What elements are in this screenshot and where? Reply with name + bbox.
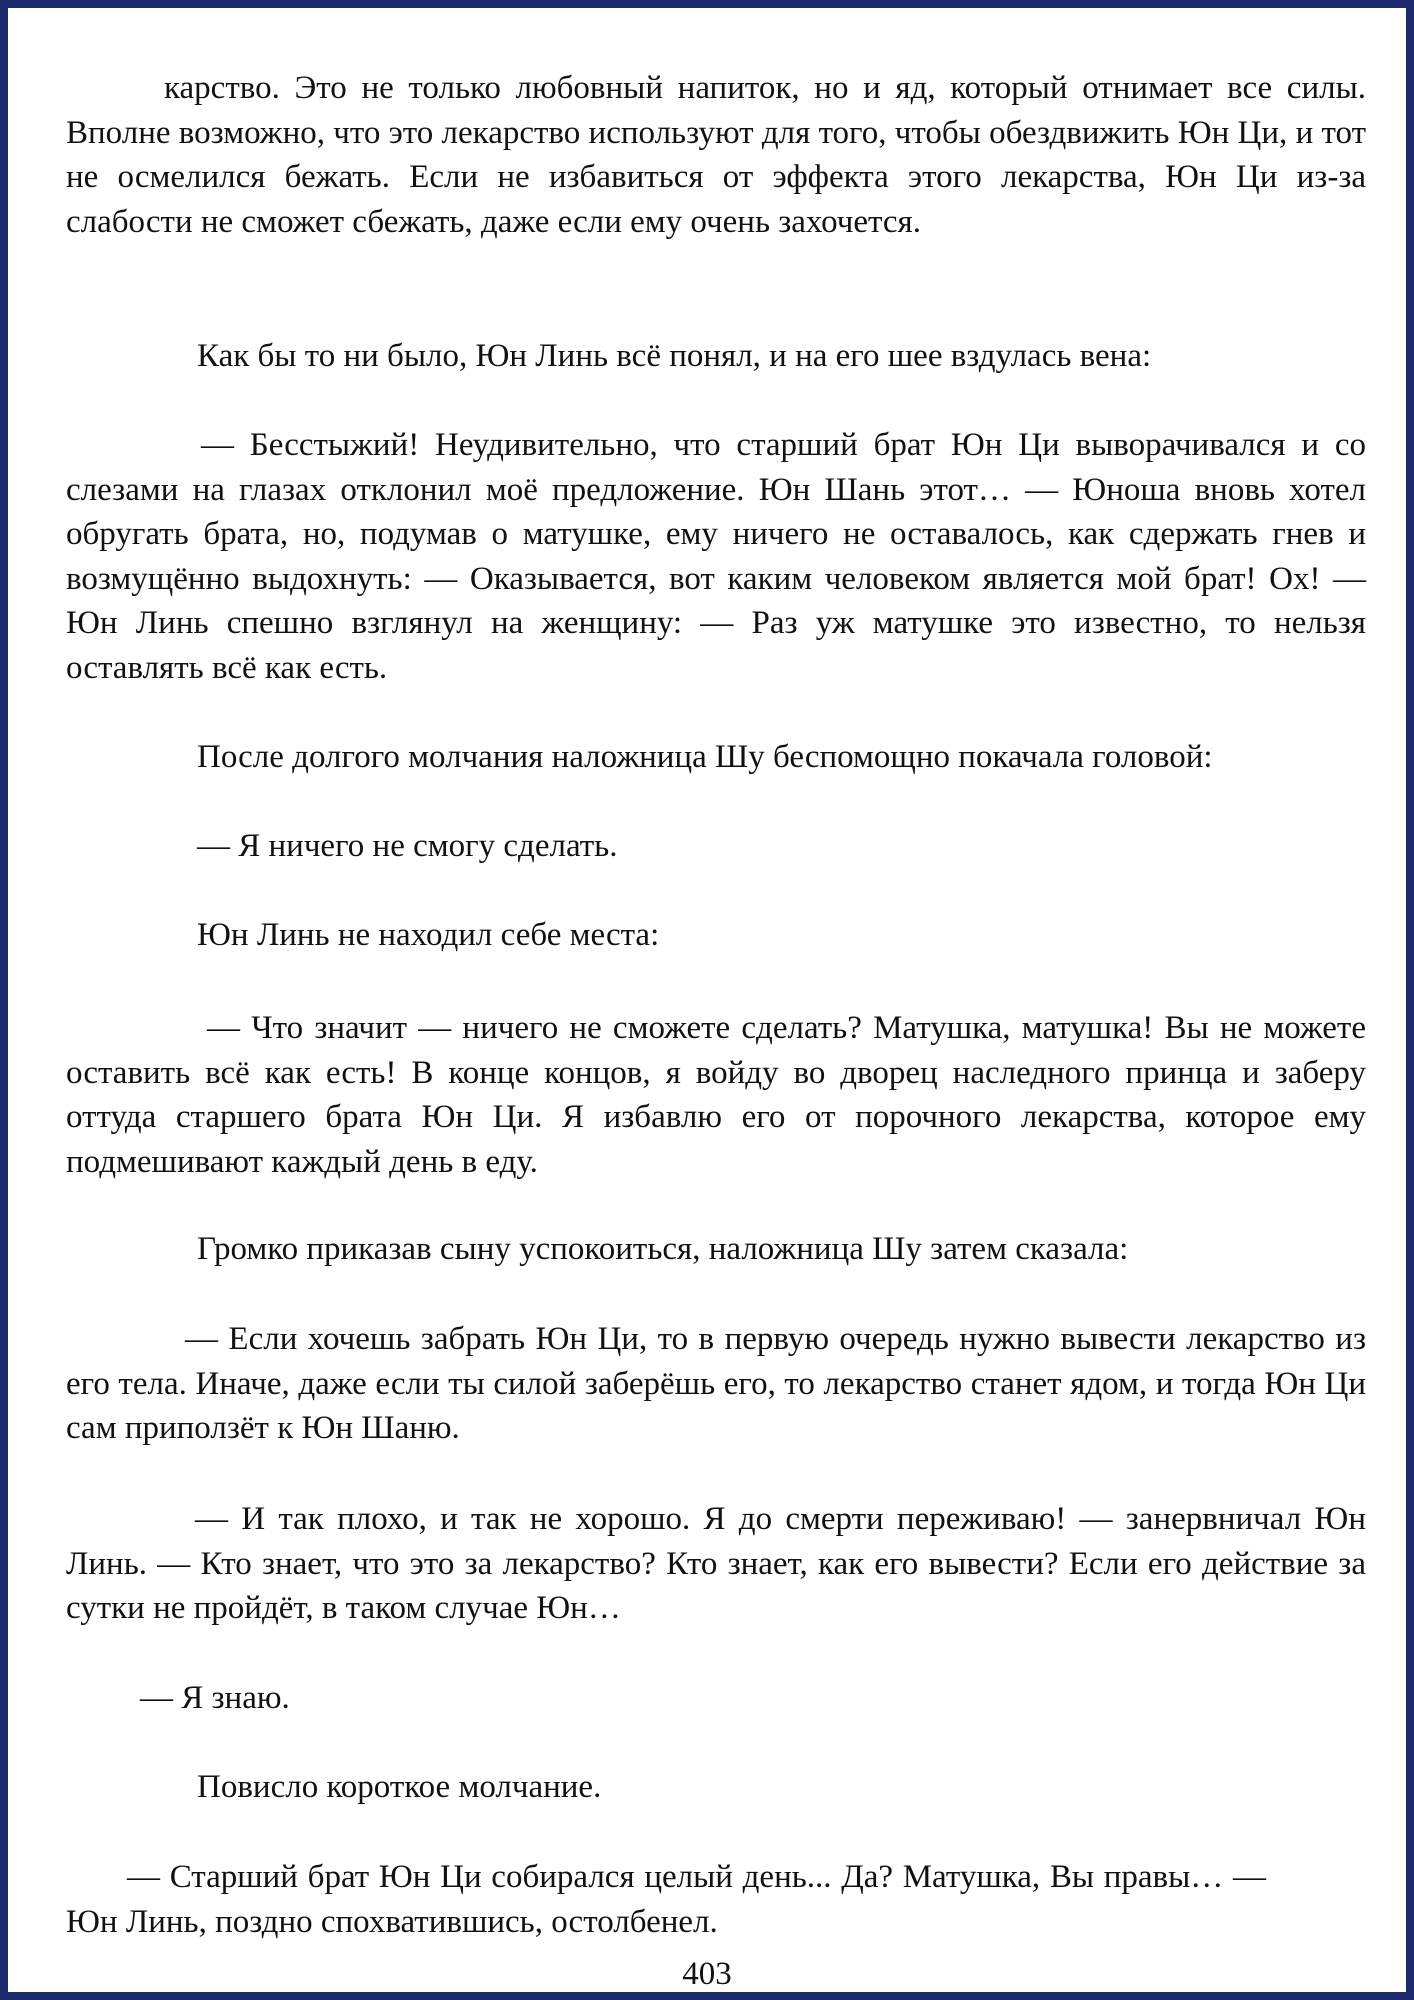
- paragraph-6: Юн Линь не находил себе места:: [197, 917, 660, 953]
- paragraph-2: Как бы то ни было, Юн Линь всё понял, и на его шее вздулась вена:: [197, 338, 1152, 374]
- paragraph-4: После долгого молчания наложница Шу беспомощно покачала головой:: [197, 739, 1213, 775]
- page-number: 403: [682, 1956, 732, 1992]
- paragraph-8: Громко приказав сыну успокоиться, наложница Шу затем сказала:: [197, 1231, 1129, 1267]
- paragraph-11: — Я знаю.: [140, 1680, 290, 1716]
- paragraph-10: — И так плохо, и так не хорошо. Я до смерти переживаю! — занервничал Юн Линь. — Кто знает, что это за лекарство? Кто знает, как его вывести? Если его действие за сутки не пройдёт, в таком случае Юн…: [66, 1501, 1366, 1626]
- paragraph-13: — Старший брат Юн Ци собирался целый день... Да? Матушка, Вы правы… — Юн Линь, поздно спохватившись, остолбенел.: [66, 1859, 1266, 1940]
- paragraph-3: — Бесстыжий! Неудивительно, что старший брат Юн Ци выворачивался и со слезами на глазах отклонил моё предложение. Юн Шань этот… — Юноша вновь хотел обругать брата, но, подумав о матушке, ему ничего не оставалось, как сдержать гнев и возмущённо выдохнуть: — Оказывается, вот каким человеком является мой брат! Ох! — Юн Линь спешно взглянул на женщину: — Раз уж матушке это известно, то нельзя оставлять всё как есть.: [66, 427, 1366, 686]
- paragraph-5: — Я ничего не смогу сделать.: [197, 828, 618, 864]
- paragraph-1: карство. Это не только любовный напиток, но и яд, который отнимает все силы. Вполне возможно, что это лекарство используют для того, чтобы обездвижить Юн Ци, и тот не осмелился бежать. Если не избавиться от эффекта этого лекарства, Юн Ци из-за слабости не сможет сбежать, даже если ему очень захочется.: [66, 70, 1366, 240]
- paragraph-9: — Если хочешь забрать Юн Ци, то в первую очередь нужно вывести лекарство из его тела. Иначе, даже если ты силой заберёшь его, то лекарство станет ядом, и тогда Юн Ци сам приползёт к Юн Шаню.: [66, 1321, 1366, 1446]
- paragraph-7: — Что значит — ничего не сможете сделать? Матушка, матушка! Вы не можете оставить всё как есть! В конце концов, я войду во дворец наследного принца и заберу оттуда старшего брата Юн Ци. Я избавлю его от порочного лекарства, которое ему подмешивают каждый день в еду.: [66, 1010, 1366, 1180]
- paragraph-12: Повисло короткое молчание.: [197, 1769, 602, 1805]
